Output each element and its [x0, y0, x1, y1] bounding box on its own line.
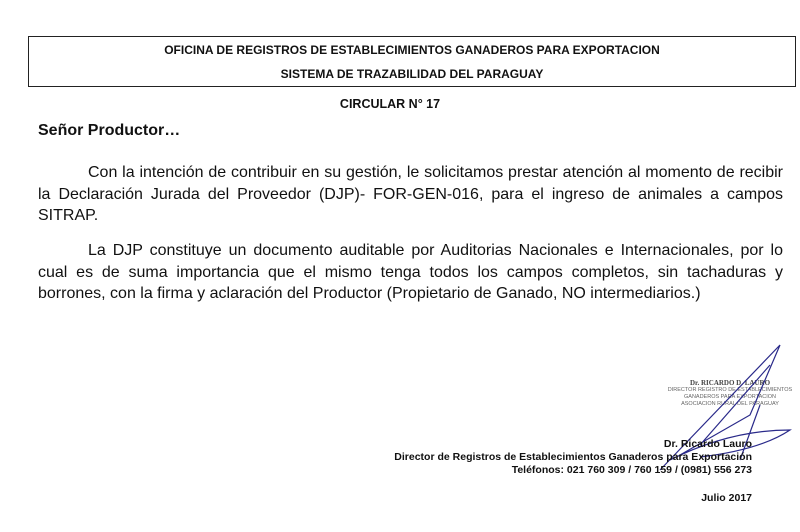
- signer-phones: Teléfonos: 021 760 309 / 760 159 / (0981) 556 273: [511, 464, 752, 476]
- header-system: SISTEMA DE TRAZABILIDAD DEL PARAGUAY: [280, 67, 544, 81]
- signer-title: Director de Registros de Establecimientos Ganaderos para Exportación: [394, 451, 752, 463]
- header-box: [28, 36, 796, 87]
- paragraph-1: Con la intención de contribuir en su gestión, le solicitamos prestar atención al momento de recibir la Declaración Jurada del Proveedor (DJP)- FOR-GEN-016, para el ingreso de animales a campos SITRAP.: [38, 164, 783, 224]
- paragraph-2: La DJP constituye un documento auditable por Auditorias Nacionales e Internacionales, por lo cual es de suma importancia que el mismo tenga todos los campos completos, sin tachaduras y borrones, con la firma y aclaración del Productor (Propietario de Ganado, NO intermediarios.): [38, 242, 783, 302]
- signer-name: Dr. Ricardo Lauro: [663, 438, 752, 450]
- greeting: Señor Productor…: [38, 122, 181, 139]
- circular-number: CIRCULAR N° 17: [339, 97, 441, 111]
- document-date: Julio 2017: [701, 492, 752, 504]
- stamp-line: GANADEROS PARA EXPORTACION: [684, 394, 776, 400]
- stamp-line: DIRECTOR REGISTRO DE ESTABLECIMIENTOS: [667, 387, 793, 393]
- stamp-name: Dr. RICARDO D. LAURO: [689, 379, 771, 387]
- header-office: OFICINA DE REGISTROS DE ESTABLECIMIENTOS GANADEROS PARA EXPORTACION: [164, 43, 660, 57]
- stamp-line: ASOCIACION RURAL DEL PARAGUAY: [681, 401, 779, 407]
